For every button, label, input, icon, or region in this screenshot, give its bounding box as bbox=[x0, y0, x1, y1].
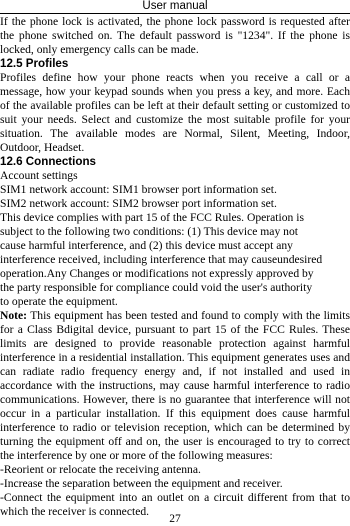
page-body bbox=[0, 15, 350, 519]
fcc-line: the party responsible for compliance could void the user's authority bbox=[0, 281, 313, 294]
connections-line: SIM2 network account: SIM2 browser port information set. bbox=[0, 197, 277, 210]
fcc-line: cause harmful interference, and (2) this device must accept any bbox=[0, 239, 293, 252]
note-label: Note: bbox=[0, 309, 28, 322]
note-paragraph bbox=[0, 309, 350, 463]
connections-line: SIM1 network account: SIM1 browser port information set. bbox=[0, 183, 277, 196]
measure-item: -Increase the separation between the equipment and receiver. bbox=[0, 477, 283, 490]
fcc-line: This device complies with part 15 of the FCC Rules. Operation is bbox=[0, 211, 304, 224]
fcc-statement bbox=[0, 211, 350, 309]
connections-heading: 12.6 Connections bbox=[0, 155, 96, 168]
fcc-line: interference received, including interference that may causeundesired bbox=[0, 253, 323, 266]
page-header-title: User manual bbox=[142, 0, 208, 12]
fcc-line: operation.Any Changes or modifications not expressly approved by bbox=[0, 267, 314, 280]
intro-paragraph: If the phone lock is activated, the phone lock password is requested after the phone switched on. The default password is "1234". If the phone is locked, only emergency calls can be made. bbox=[0, 15, 350, 56]
fcc-line: subject to the following two conditions: (1) This device may not bbox=[0, 225, 298, 238]
connections-line: Account settings bbox=[0, 169, 78, 182]
header-divider bbox=[0, 13, 350, 14]
note-text: This equipment has been tested and found to comply with the limits for a Class Bdigital device, pursuant to part 15 of the FCC Rules. These limits are designed to provide reasonable protection against harmful interference in a residential installation. This equipment generates uses and can radiate radio frequency energy and, if not installed and used in accordance with the instructions, may cause harmful interference to radio communications. However, there is no guarantee that interference will not occur in a particular installation. If this equipment does cause harmful interference to radio or television reception, which can be determined by turning the equipment off and on, the user is encouraged to try to correct the interference by one or more of the following measures: bbox=[0, 309, 350, 462]
measure-item: -Reorient or relocate the receiving antenna. bbox=[0, 463, 201, 476]
fcc-line: to operate the equipment. bbox=[0, 295, 118, 308]
profiles-paragraph: Profiles define how your phone reacts when you receive a call or a message, how your keypad sounds when you press a key, and more. Each of the available profiles can be left at their default setting or customized to suit your needs. Select and customize the most suitable profile for your situation. The available modes are Normal, Silent, Meeting, Indoor, Outdoor, Headset. bbox=[0, 71, 350, 154]
measure-item: -Connect the equipment into an outlet on a circuit different from that to which the receiver is connected. bbox=[0, 491, 350, 518]
page-number: 27 bbox=[169, 513, 181, 525]
profiles-heading: 12.5 Profiles bbox=[0, 57, 69, 70]
